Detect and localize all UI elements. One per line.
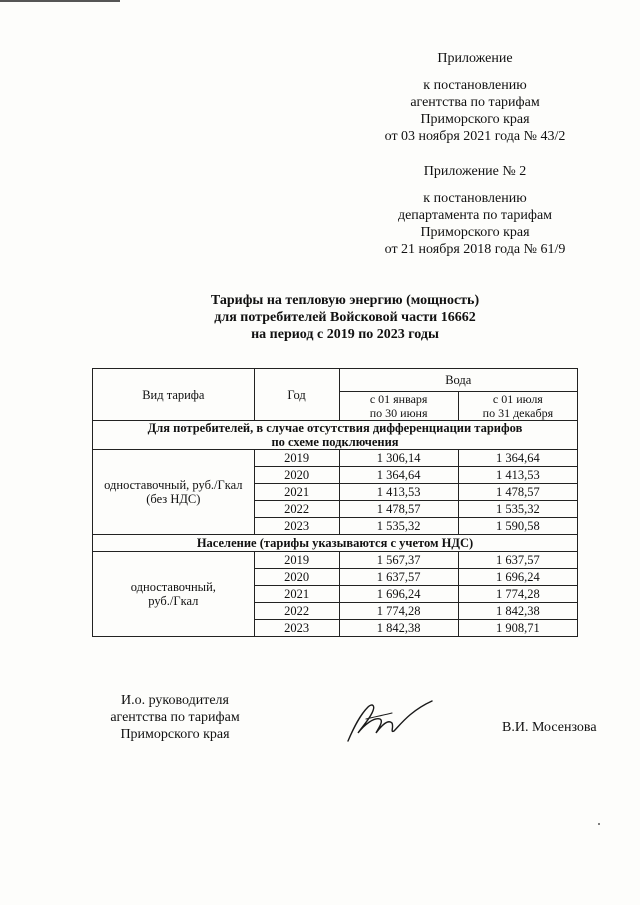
scan-edge-line [0, 0, 120, 2]
tariff-value-cell: 1 364,64 [339, 467, 458, 484]
position-line: агентства по тарифам [110, 710, 240, 725]
tariff-value-cell: 1 590,58 [458, 518, 577, 535]
title-line: для потребителей Войсковой части 16662 [214, 310, 476, 325]
annex-line: агентства по тарифам [410, 95, 540, 110]
year-cell: 2020 [254, 569, 339, 586]
year-cell: 2022 [254, 603, 339, 620]
annex-title: Приложение № 2 [423, 164, 527, 179]
annex-date-line: от 03 ноября 2021 года № 43/2 [384, 129, 566, 144]
position-line: Приморского края [120, 727, 230, 742]
document-title [130, 292, 560, 343]
year-cell: 2022 [254, 501, 339, 518]
year-cell: 2020 [254, 467, 339, 484]
tariff-table [92, 368, 578, 637]
tariff-value-cell: 1 696,24 [339, 586, 458, 603]
tariff-type-cell: одноставочный, руб./Гкал [93, 552, 255, 637]
year-cell: 2021 [254, 586, 339, 603]
header-tariff-type: Вид тарифа [93, 369, 255, 421]
annex-date-line: от 21 ноября 2018 года № 61/9 [384, 242, 566, 257]
section-heading: Для потребителей, в случае отсутствия дифференциации тарифов по схеме подключения [93, 421, 578, 450]
tariff-value-cell: 1 842,38 [458, 603, 577, 620]
tariff-value-cell: 1 637,57 [458, 552, 577, 569]
year-cell: 2019 [254, 450, 339, 467]
annex-line: Приморского края [420, 225, 530, 240]
year-cell: 2019 [254, 552, 339, 569]
tariff-value-cell: 1 478,57 [458, 484, 577, 501]
tariff-type-cell: одноставочный, руб./Гкал (без НДС) [93, 450, 255, 535]
tariff-value-cell: 1 842,38 [339, 620, 458, 637]
signatory-position [100, 692, 250, 743]
tariff-value-cell: 1 535,32 [458, 501, 577, 518]
tariff-value-cell: 1 535,32 [339, 518, 458, 535]
table-row [93, 552, 578, 569]
tariff-value-cell: 1 696,24 [458, 569, 577, 586]
header-period-first-half: с 01 января по 30 июня [339, 392, 458, 421]
tariff-value-cell: 1 478,57 [339, 501, 458, 518]
section-heading-row [93, 535, 578, 552]
tariff-value-cell: 1 413,53 [458, 467, 577, 484]
annex-line: департамента по тарифам [397, 208, 553, 223]
section-heading-row [93, 421, 578, 450]
tariff-value-cell: 1 413,53 [339, 484, 458, 501]
annex-reference-current [360, 50, 590, 145]
header-year: Год [254, 369, 339, 421]
tariff-value-cell: 1 364,64 [458, 450, 577, 467]
year-cell: 2023 [254, 518, 339, 535]
section-heading: Население (тарифы указываются с учетом НДС) [93, 535, 578, 552]
scan-artifact-dot [598, 823, 600, 825]
title-line: Тарифы на тепловую энергию (мощность) [210, 293, 480, 308]
table-row [93, 450, 578, 467]
tariff-value-cell: 1 567,37 [339, 552, 458, 569]
header-row [93, 369, 578, 392]
annex-line: Приморского края [420, 112, 530, 127]
year-cell: 2023 [254, 620, 339, 637]
handwritten-signature [340, 697, 435, 747]
header-period-second-half: с 01 июля по 31 декабря [458, 392, 577, 421]
tariff-value-cell: 1 908,71 [458, 620, 577, 637]
title-line: на период с 2019 по 2023 годы [251, 327, 439, 342]
tariff-value-cell: 1 774,28 [458, 586, 577, 603]
annex-line: к постановлению [423, 78, 527, 93]
header-water: Вода [339, 369, 577, 392]
signatory-name: В.И. Мосензова [502, 720, 597, 735]
year-cell: 2021 [254, 484, 339, 501]
position-line: И.о. руководителя [120, 693, 229, 708]
annex-reference-original [360, 163, 590, 258]
tariff-value-cell: 1 637,57 [339, 569, 458, 586]
annex-line: к постановлению [423, 191, 527, 206]
tariff-value-cell: 1 306,14 [339, 450, 458, 467]
tariff-value-cell: 1 774,28 [339, 603, 458, 620]
annex-title: Приложение [437, 51, 513, 66]
